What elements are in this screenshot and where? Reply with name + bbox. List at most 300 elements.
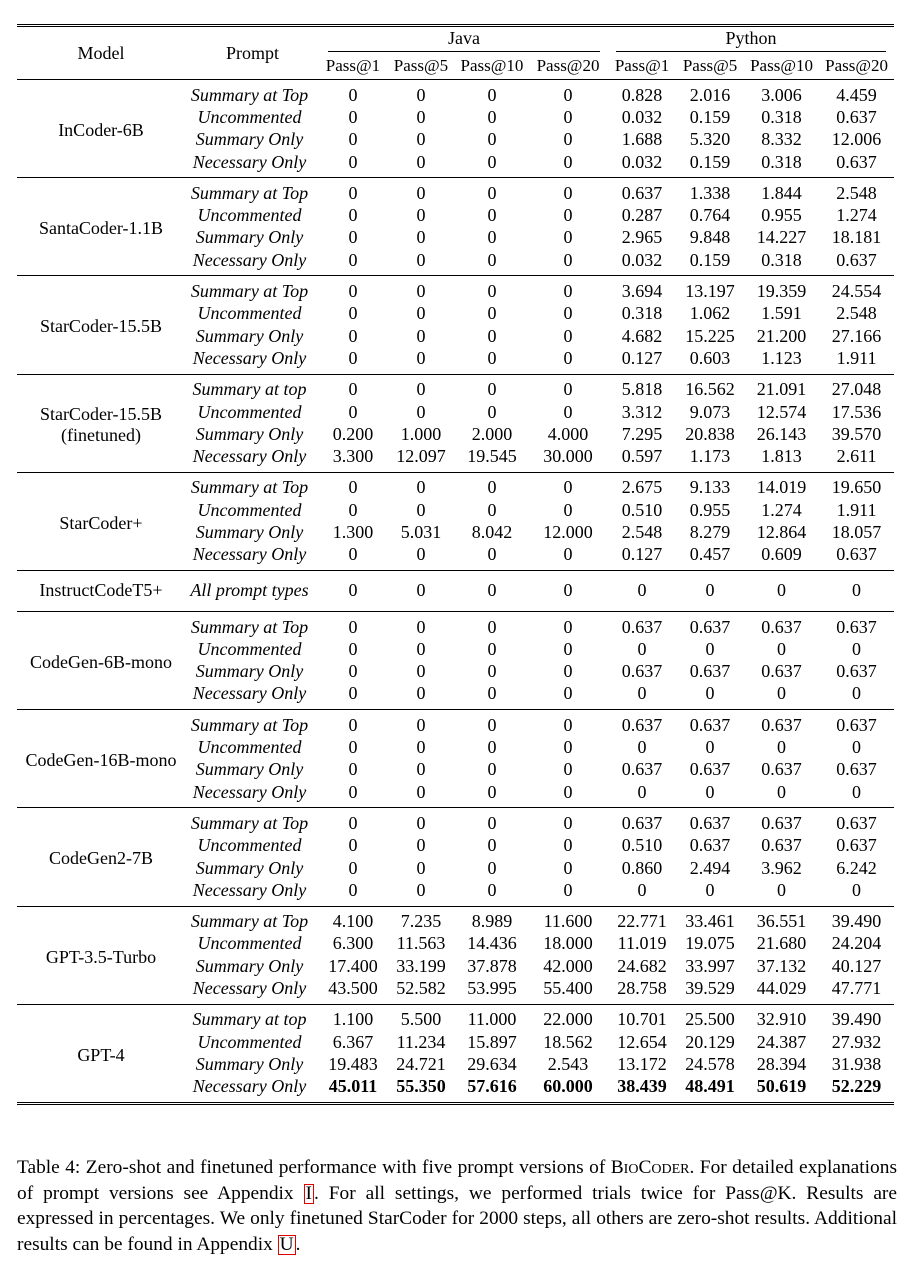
model-name	[17, 80, 185, 178]
python-score-cell: 1.062	[689, 303, 731, 324]
python-score-cell: 12.574	[756, 401, 807, 422]
python-score-cell: 47.771	[831, 978, 882, 999]
python-score-cell: 38.439	[617, 1076, 667, 1097]
table-row	[17, 276, 894, 303]
python-score-cell: 0.637	[836, 812, 877, 833]
python-score-cell: 3.962	[761, 857, 802, 878]
java-score-cell: 43.500	[328, 978, 378, 999]
java-score-cell: 0	[348, 638, 358, 659]
python-score-cell: 21.200	[756, 325, 807, 346]
java-score-cell: 12.000	[543, 521, 593, 542]
python-score-cell: 18.181	[831, 227, 882, 248]
prompt-type: Summary at Top	[190, 714, 309, 735]
java-score-cell: 0	[487, 182, 497, 203]
python-score-cell: 0	[637, 879, 647, 900]
java-score-cell: 0	[348, 281, 358, 302]
prompt-type: Uncommented	[197, 401, 302, 422]
java-score-cell: 55.400	[543, 978, 593, 999]
python-score-cell: 0	[705, 683, 715, 704]
model-name-line: StarCoder-15.5B	[39, 404, 163, 425]
python-score-cell: 0.318	[761, 249, 802, 270]
java-score-cell: 0	[563, 661, 573, 682]
model-group	[17, 374, 894, 472]
prompt-type: Necessary Only	[192, 1076, 307, 1097]
python-score-cell: 0	[777, 781, 787, 802]
java-score-cell: 0	[348, 857, 358, 878]
java-score-cell: 1.100	[332, 1009, 374, 1030]
java-score-cell: 0	[487, 759, 497, 780]
python-score-cell: 28.758	[617, 978, 667, 999]
python-score-cell: 0.637	[689, 759, 731, 780]
java-score-cell: 0	[348, 84, 358, 105]
java-score-cell: 0	[563, 401, 573, 422]
python-score-cell: 8.332	[761, 129, 802, 150]
python-score-cell: 21.091	[756, 379, 807, 400]
model-name-line: CodeGen2-7B	[49, 848, 153, 869]
python-score-cell: 0.159	[689, 151, 731, 172]
java-score-cell: 0	[348, 401, 358, 422]
java-score-cell: 7.235	[400, 911, 442, 932]
python-score-cell: 0	[852, 737, 862, 758]
python-score-cell: 3.006	[761, 84, 802, 105]
python-score-cell: 24.554	[831, 281, 882, 302]
java-score-cell: 0	[416, 781, 426, 802]
java-score-cell: 0	[348, 544, 358, 565]
java-score-cell: 0	[563, 499, 573, 520]
python-score-cell: 12.654	[617, 1031, 667, 1052]
java-score-cell: 0	[416, 638, 426, 659]
prompt-type: Summary at Top	[190, 182, 309, 203]
header-prompt: Prompt	[225, 42, 279, 63]
java-score-cell: 0	[563, 106, 573, 127]
java-score-cell: 0	[416, 84, 426, 105]
java-score-cell: 0	[487, 638, 497, 659]
model-group	[17, 906, 894, 1004]
java-score-cell: 57.616	[467, 1076, 517, 1097]
prompt-type: Uncommented	[197, 737, 302, 758]
python-score-cell: 0.955	[761, 205, 802, 226]
java-score-cell: 0	[416, 580, 426, 601]
java-score-cell: 0	[487, 661, 497, 682]
prompt-type: Summary at top	[192, 1009, 307, 1030]
java-score-cell: 0	[348, 227, 358, 248]
python-score-cell: 0	[777, 638, 787, 659]
python-score-cell: 20.129	[685, 1031, 735, 1052]
java-score-cell: 1.300	[332, 521, 374, 542]
prompt-type: Summary at Top	[190, 477, 309, 498]
java-score-cell: 45.011	[328, 1076, 378, 1097]
python-score-cell: 2.494	[689, 857, 731, 878]
python-score-cell: 0	[777, 580, 787, 601]
table-row	[17, 1004, 894, 1031]
java-score-cell: 0	[348, 205, 358, 226]
model-name-line: StarCoder-15.5B	[39, 316, 163, 337]
java-score-cell: 0	[563, 84, 573, 105]
model-group	[17, 472, 894, 570]
python-score-cell: 0.637	[621, 714, 663, 735]
python-score-cell: 27.166	[831, 325, 882, 346]
python-score-cell: 52.229	[831, 1076, 882, 1097]
appendix-link-i[interactable]: I	[305, 1182, 312, 1204]
prompt-type: Summary Only	[195, 955, 304, 976]
prompt-type: Summary Only	[195, 521, 304, 542]
java-score-cell: 0	[348, 661, 358, 682]
prompt-type: Necessary Only	[192, 151, 307, 172]
prompt-type: Uncommented	[197, 106, 302, 127]
table-row	[17, 80, 894, 107]
python-score-cell: 15.225	[685, 325, 735, 346]
python-score-cell: 36.551	[756, 911, 807, 932]
python-score-cell: 2.965	[621, 227, 663, 248]
python-score-cell: 1.813	[761, 446, 802, 467]
java-score-cell: 5.031	[400, 521, 442, 542]
python-score-cell: 24.682	[617, 955, 667, 976]
python-score-cell: 0.032	[621, 106, 663, 127]
prompt-type: Summary at top	[192, 379, 307, 400]
python-score-cell: 0.637	[836, 759, 877, 780]
python-score-cell: 0	[637, 737, 647, 758]
java-score-cell: 0	[487, 499, 497, 520]
table-row	[17, 808, 894, 835]
prompt-type: Necessary Only	[192, 446, 307, 467]
model-name	[17, 808, 185, 906]
java-score-cell: 0	[487, 737, 497, 758]
java-score-cell: 0	[416, 106, 426, 127]
python-score-cell: 9.848	[689, 227, 731, 248]
python-score-cell: 0.510	[621, 499, 663, 520]
java-score-cell: 0	[563, 281, 573, 302]
python-score-cell: 0.318	[761, 106, 802, 127]
python-score-cell: 0.637	[689, 661, 731, 682]
python-score-cell: 0.637	[836, 544, 877, 565]
model-group	[17, 80, 894, 178]
java-score-cell: 0	[487, 401, 497, 422]
java-score-cell: 29.634	[467, 1053, 517, 1074]
python-score-cell: 0.637	[761, 812, 802, 833]
java-score-cell: 0	[563, 379, 573, 400]
model-group	[17, 710, 894, 808]
python-score-cell: 0.159	[689, 249, 731, 270]
python-score-cell: 0.637	[621, 616, 663, 637]
python-score-cell: 0.609	[761, 544, 802, 565]
python-score-cell: 39.570	[831, 423, 882, 444]
python-score-cell: 0	[777, 737, 787, 758]
java-score-cell: 0	[487, 151, 497, 172]
java-score-cell: 0	[416, 281, 426, 302]
python-score-cell: 0.637	[621, 661, 663, 682]
model-name-line: GPT-3.5-Turbo	[45, 946, 157, 967]
java-score-cell: 0	[348, 129, 358, 150]
python-score-cell: 0.637	[621, 182, 663, 203]
results-table	[17, 24, 894, 1105]
java-score-cell: 2.543	[547, 1053, 589, 1074]
java-score-cell: 0	[416, 182, 426, 203]
python-score-cell: 0	[705, 879, 715, 900]
python-score-cell: 0.287	[621, 205, 663, 226]
java-score-cell: 0	[563, 227, 573, 248]
python-score-cell: 0	[852, 683, 862, 704]
python-score-cell: 12.864	[756, 521, 807, 542]
java-score-cell: 0	[563, 477, 573, 498]
java-score-cell: 0	[416, 683, 426, 704]
model-group	[17, 276, 894, 374]
model-name-line: GPT-4	[77, 1044, 125, 1065]
header-java-pass-2: Pass@10	[460, 56, 524, 75]
python-score-cell: 0.637	[689, 835, 731, 856]
python-score-cell: 0.637	[836, 661, 877, 682]
model-name-line: CodeGen-6B-mono	[30, 652, 172, 673]
python-score-cell: 2.016	[689, 84, 731, 105]
header-java-pass-1: Pass@5	[393, 56, 449, 75]
header-model: Model	[77, 42, 125, 63]
java-score-cell: 0	[563, 151, 573, 172]
python-score-cell: 19.075	[685, 933, 735, 954]
model-group	[17, 611, 894, 709]
python-score-cell: 4.682	[621, 325, 663, 346]
python-score-cell: 31.938	[831, 1053, 882, 1074]
python-score-cell: 1.173	[689, 446, 731, 467]
java-score-cell: 0	[348, 249, 358, 270]
java-score-cell: 30.000	[543, 446, 593, 467]
java-score-cell: 17.400	[328, 955, 378, 976]
python-score-cell: 0.828	[621, 84, 663, 105]
header-java	[320, 26, 608, 54]
python-score-cell: 1.274	[761, 499, 802, 520]
java-score-cell: 0	[416, 835, 426, 856]
python-score-cell: 0.318	[761, 151, 802, 172]
java-score-cell: 19.545	[467, 446, 517, 467]
java-score-cell: 0	[487, 347, 497, 368]
python-score-cell: 17.536	[831, 401, 882, 422]
java-score-cell: 0	[348, 737, 358, 758]
java-score-cell: 0	[563, 249, 573, 270]
model-name	[17, 374, 185, 472]
python-score-cell: 0.637	[836, 106, 877, 127]
model-name-line: InstructCodeT5+	[39, 580, 163, 601]
python-score-cell: 48.491	[685, 1076, 735, 1097]
java-score-cell: 0	[416, 129, 426, 150]
python-score-cell: 44.029	[756, 978, 807, 999]
java-score-cell: 0	[563, 683, 573, 704]
python-score-cell: 33.997	[685, 955, 735, 976]
java-score-cell: 0	[487, 781, 497, 802]
python-score-cell: 0	[637, 638, 647, 659]
java-score-cell: 0	[487, 812, 497, 833]
caption-biocoder: BioCoder	[610, 1157, 690, 1178]
java-score-cell: 24.721	[396, 1053, 446, 1074]
model-name	[17, 1004, 185, 1103]
python-score-cell: 0.127	[621, 544, 663, 565]
model-name	[17, 611, 185, 709]
caption-text-2: . For detailed explanations of prompt versions see Appendix	[17, 1157, 897, 1204]
java-score-cell: 22.000	[543, 1009, 593, 1030]
java-score-cell: 0	[563, 812, 573, 833]
java-score-cell: 0	[487, 714, 497, 735]
java-score-cell: 0	[348, 781, 358, 802]
java-score-cell: 19.483	[328, 1053, 378, 1074]
java-score-cell: 0	[487, 683, 497, 704]
python-score-cell: 0.764	[689, 205, 731, 226]
java-score-cell: 0	[563, 835, 573, 856]
python-score-cell: 0.603	[689, 347, 731, 368]
python-score-cell: 13.197	[685, 281, 735, 302]
header-python-label: Python	[616, 28, 886, 52]
python-score-cell: 26.143	[756, 423, 807, 444]
java-score-cell: 0	[416, 544, 426, 565]
python-score-cell: 14.227	[756, 227, 807, 248]
python-score-cell: 1.911	[836, 347, 877, 368]
java-score-cell: 0	[487, 281, 497, 302]
java-score-cell: 4.000	[547, 423, 589, 444]
prompt-type: Necessary Only	[192, 683, 307, 704]
java-score-cell: 0	[563, 347, 573, 368]
prompt-type: Uncommented	[197, 499, 302, 520]
java-score-cell: 0	[416, 616, 426, 637]
java-score-cell: 3.300	[332, 446, 374, 467]
java-score-cell: 0	[416, 857, 426, 878]
python-score-cell: 0.637	[836, 151, 877, 172]
python-score-cell: 1.844	[761, 182, 802, 203]
python-score-cell: 39.490	[831, 1009, 882, 1030]
python-score-cell: 2.548	[836, 182, 877, 203]
results-table-container	[17, 24, 894, 1105]
java-score-cell: 0	[487, 379, 497, 400]
prompt-type: Summary at Top	[190, 281, 309, 302]
prompt-type: Summary Only	[195, 857, 304, 878]
prompt-type: Necessary Only	[192, 781, 307, 802]
java-score-cell: 0	[416, 151, 426, 172]
java-score-cell: 0	[348, 151, 358, 172]
java-score-cell: 6.367	[332, 1031, 374, 1052]
python-score-cell: 9.133	[689, 477, 731, 498]
python-score-cell: 1.274	[836, 205, 877, 226]
python-score-cell: 32.910	[756, 1009, 807, 1030]
table-row	[17, 178, 894, 205]
java-score-cell: 0	[487, 857, 497, 878]
java-score-cell: 0	[416, 401, 426, 422]
java-score-cell: 0	[416, 812, 426, 833]
python-score-cell: 18.057	[831, 521, 882, 542]
python-score-cell: 0	[852, 580, 862, 601]
python-score-cell: 0.637	[689, 812, 731, 833]
java-score-cell: 0	[348, 477, 358, 498]
python-score-cell: 12.006	[831, 129, 882, 150]
java-score-cell: 0	[487, 205, 497, 226]
python-score-cell: 40.127	[831, 955, 882, 976]
python-score-cell: 19.359	[756, 281, 807, 302]
java-score-cell: 0	[348, 347, 358, 368]
caption-text-4: .	[295, 1233, 301, 1255]
python-score-cell: 28.394	[756, 1053, 807, 1074]
java-score-cell: 5.500	[400, 1009, 442, 1030]
prompt-type: Summary Only	[195, 423, 304, 444]
python-score-cell: 9.073	[689, 401, 731, 422]
python-score-cell: 5.320	[689, 129, 731, 150]
java-score-cell: 0	[348, 106, 358, 127]
java-score-cell: 0	[487, 477, 497, 498]
python-score-cell: 1.123	[761, 347, 802, 368]
java-score-cell: 0	[416, 737, 426, 758]
model-group	[17, 570, 894, 611]
table-row	[17, 374, 894, 401]
python-score-cell: 0	[852, 781, 862, 802]
java-score-cell: 0	[487, 835, 497, 856]
appendix-link-u[interactable]: U	[279, 1233, 294, 1255]
python-score-cell: 0.457	[689, 544, 731, 565]
java-score-cell: 1.000	[400, 423, 442, 444]
python-score-cell: 20.838	[685, 423, 735, 444]
table-row	[17, 472, 894, 499]
prompt-type: Necessary Only	[192, 347, 307, 368]
python-score-cell: 0	[852, 638, 862, 659]
model-name-note: (finetuned)	[61, 425, 141, 446]
python-score-cell: 24.204	[831, 933, 882, 954]
python-score-cell: 1.688	[621, 129, 663, 150]
java-score-cell: 0	[487, 249, 497, 270]
java-score-cell: 0	[563, 714, 573, 735]
java-score-cell: 0	[563, 616, 573, 637]
java-score-cell: 2.000	[471, 423, 513, 444]
java-score-cell: 0	[416, 227, 426, 248]
java-score-cell: 33.199	[396, 955, 446, 976]
header-java-pass-3: Pass@20	[536, 56, 600, 75]
python-score-cell: 8.279	[689, 521, 731, 542]
java-score-cell: 18.000	[543, 933, 593, 954]
table-row	[17, 906, 894, 933]
python-score-cell: 1.338	[689, 182, 731, 203]
header-row-top	[17, 26, 894, 54]
python-score-cell: 0	[705, 638, 715, 659]
java-score-cell: 0	[416, 205, 426, 226]
python-score-cell: 0.637	[836, 249, 877, 270]
prompt-type: Summary at Top	[190, 812, 309, 833]
python-score-cell: 37.132	[756, 955, 807, 976]
prompt-type: Uncommented	[197, 933, 302, 954]
java-score-cell: 0	[416, 714, 426, 735]
java-score-cell: 0	[416, 379, 426, 400]
java-score-cell: 0	[348, 580, 358, 601]
java-score-cell: 60.000	[543, 1076, 593, 1097]
python-score-cell: 0.318	[621, 303, 663, 324]
python-score-cell: 39.529	[685, 978, 735, 999]
python-score-cell: 2.548	[836, 303, 877, 324]
python-score-cell: 50.619	[756, 1076, 807, 1097]
java-score-cell: 0.200	[332, 423, 374, 444]
java-score-cell: 42.000	[543, 955, 593, 976]
model-name-line: SantaCoder-1.1B	[38, 218, 164, 239]
java-score-cell: 0	[348, 879, 358, 900]
python-score-cell: 0.637	[761, 759, 802, 780]
python-score-cell: 3.694	[621, 281, 663, 302]
python-score-cell: 0.637	[761, 661, 802, 682]
java-score-cell: 11.234	[396, 1031, 446, 1052]
python-score-cell: 11.019	[617, 933, 667, 954]
java-score-cell: 0	[416, 879, 426, 900]
prompt-type: Uncommented	[197, 205, 302, 226]
python-score-cell: 0.637	[689, 714, 731, 735]
prompt-type: Summary Only	[195, 759, 304, 780]
java-score-cell: 0	[487, 129, 497, 150]
prompt-type: Uncommented	[197, 835, 302, 856]
prompt-type: All prompt types	[190, 580, 309, 601]
python-score-cell: 24.578	[685, 1053, 735, 1074]
java-score-cell: 18.562	[543, 1031, 593, 1052]
python-score-cell: 0.159	[689, 106, 731, 127]
header-python-pass-2: Pass@10	[750, 56, 813, 75]
java-score-cell: 0	[563, 879, 573, 900]
header-python-pass-3: Pass@20	[825, 56, 888, 75]
python-score-cell: 14.019	[756, 477, 807, 498]
